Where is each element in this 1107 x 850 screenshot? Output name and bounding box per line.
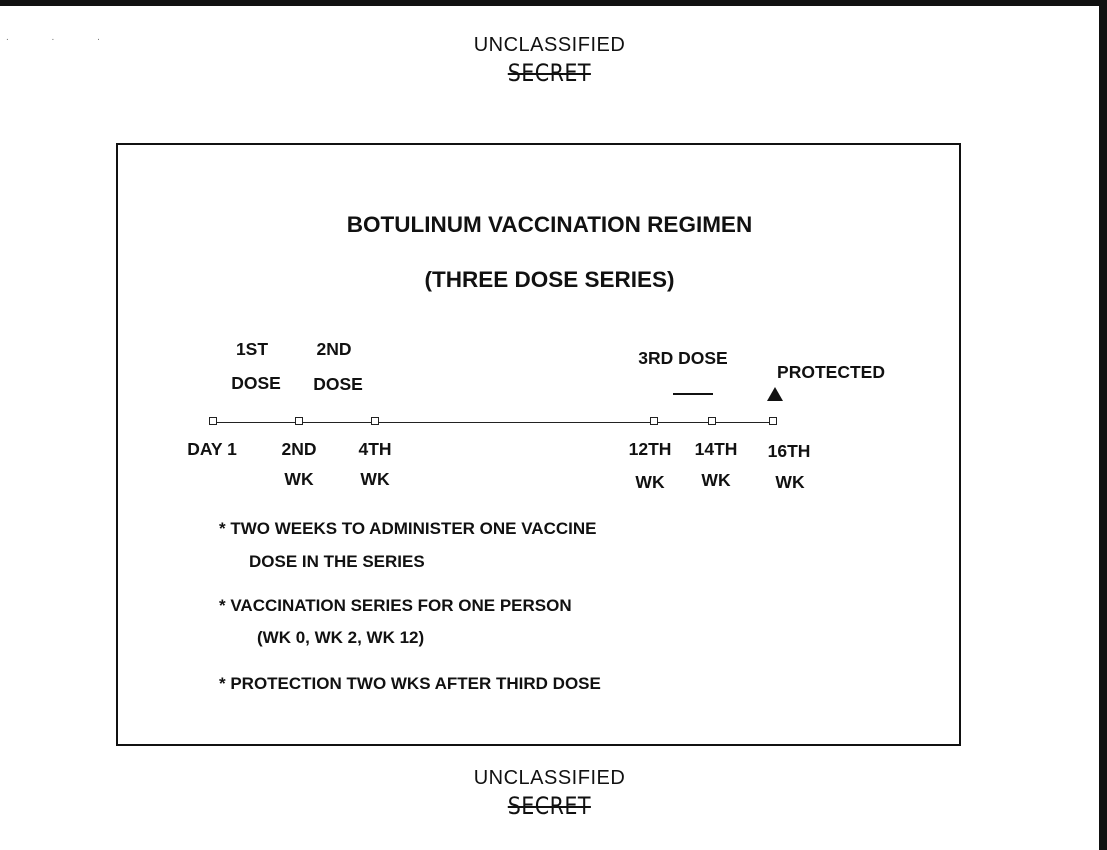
dose-2-label-line1: 2ND: [316, 339, 352, 359]
dose-1-label-line2: DOSE: [231, 373, 281, 393]
classification-footer: [0, 767, 1099, 820]
timeline-label-wk-2-line1: 2ND: [281, 439, 317, 459]
note-2-line1: * VACCINATION SERIES FOR ONE PERSON: [219, 596, 572, 615]
scan-specks: . . .: [6, 32, 120, 43]
note-3-line1: * PROTECTION TWO WKS AFTER THIRD DOSE: [219, 674, 601, 693]
slide-title: BOTULINUM VACCINATION REGIMEN: [346, 212, 753, 237]
timeline-label-wk-12-line2: WK: [635, 472, 665, 492]
timeline-marker-wk-12: [650, 417, 658, 425]
classification-struck-stamp: SECRET: [507, 792, 592, 820]
timeline-marker-wk-14: [708, 417, 716, 425]
classification-struck-stamp: SECRET: [507, 59, 592, 87]
timeline-label-wk-4-line1: 4TH: [358, 439, 392, 459]
timeline-label-wk-14-line2: WK: [701, 470, 731, 490]
classification-current: UNCLASSIFIED: [473, 767, 626, 789]
timeline-label-wk-4-line2: WK: [360, 469, 390, 489]
timeline-marker-wk-4: [371, 417, 379, 425]
dose-2-label-line2: DOSE: [313, 374, 363, 394]
timeline-label-day-1: DAY 1: [187, 439, 237, 459]
note-1-line1: * TWO WEEKS TO ADMINISTER ONE VACCINE: [219, 519, 597, 538]
timeline-label-wk-16-line2: WK: [775, 472, 805, 492]
dose-1-label-line1: 1ST: [235, 339, 269, 359]
timeline-label-wk-14-line1: 14TH: [694, 439, 738, 459]
slide-subtitle: (THREE DOSE SERIES): [424, 267, 675, 292]
scan-border-right: [1099, 0, 1107, 850]
scan-border-top: [0, 0, 1107, 6]
timeline-marker-wk-16: [769, 417, 777, 425]
protected-label: PROTECTED: [777, 362, 885, 382]
note-1-line2: DOSE IN THE SERIES: [249, 552, 425, 571]
note-2-line2: (WK 0, WK 2, WK 12): [257, 628, 425, 647]
timeline-label-wk-12-line1: 12TH: [628, 439, 672, 459]
timeline-marker-wk-2: [295, 417, 303, 425]
protected-triangle-icon: [767, 387, 783, 401]
timeline-label-wk-2-line2: WK: [284, 469, 314, 489]
classification-current: UNCLASSIFIED: [473, 34, 626, 56]
classification-header: [0, 34, 1099, 87]
dose-3-label: 3RD DOSE: [638, 348, 728, 368]
dose-3-span-marker: [673, 393, 713, 395]
timeline-label-wk-16-line1: 16TH: [767, 441, 811, 461]
timeline-marker-day-1: [209, 417, 217, 425]
